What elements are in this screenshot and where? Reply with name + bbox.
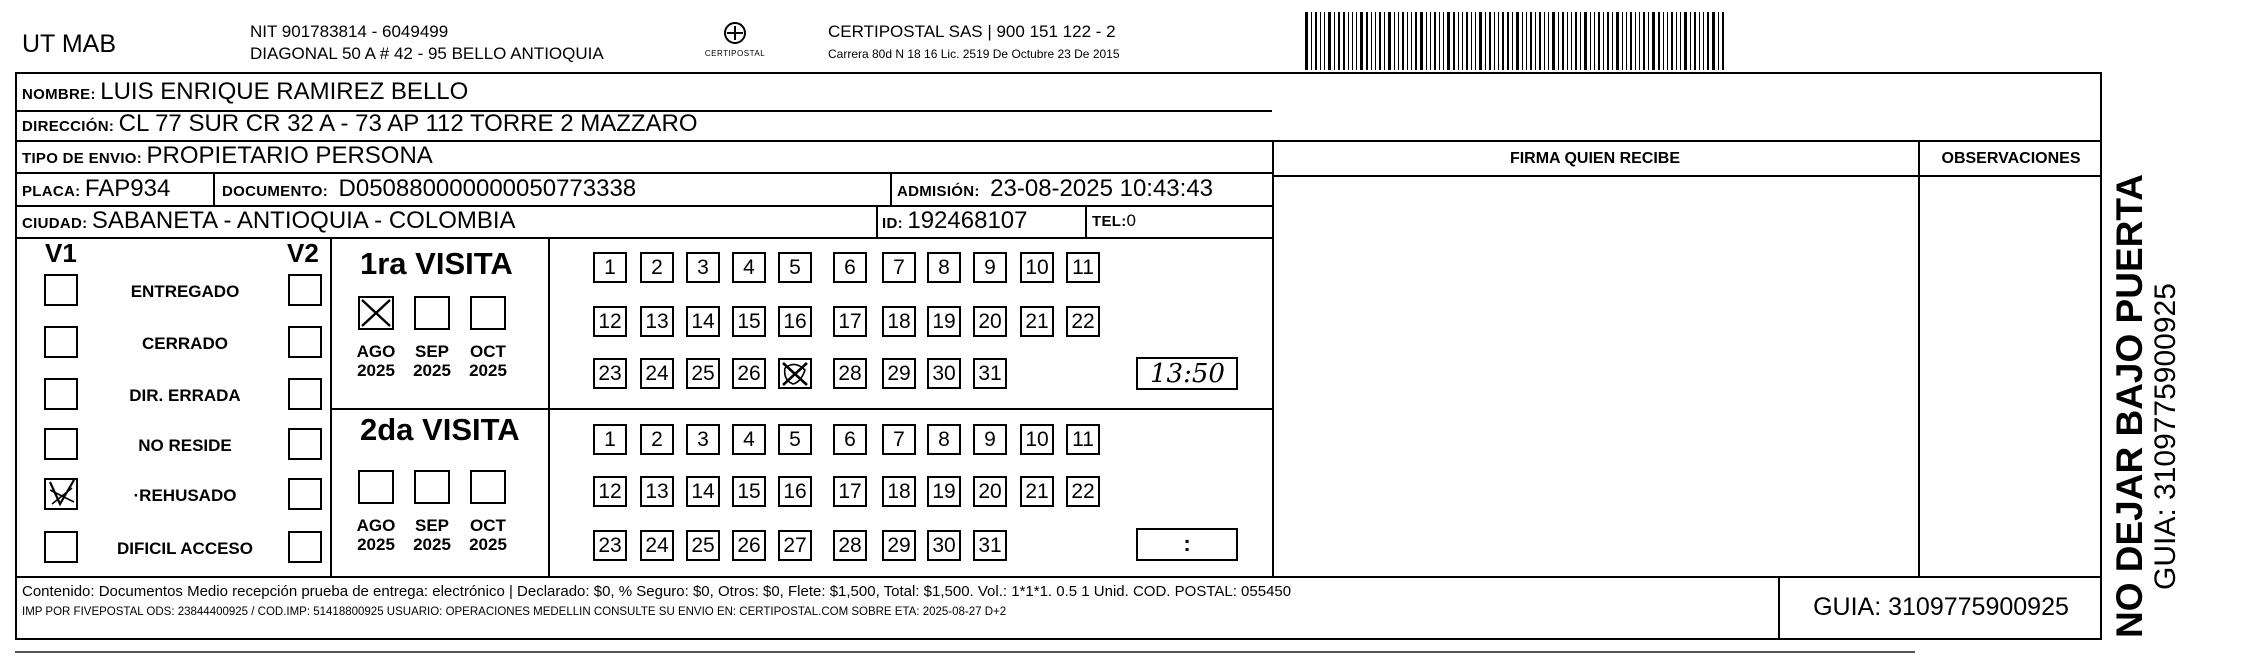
barcode-bar (1434, 12, 1436, 70)
logo-mark-icon (715, 20, 755, 48)
visit2-time-box[interactable] (1136, 528, 1238, 561)
visit1-day-box[interactable]: 18 (882, 306, 916, 337)
visit2-day-box[interactable]: 29 (882, 530, 916, 561)
barcode-bar (1479, 12, 1482, 70)
barcode-bar (1402, 12, 1404, 70)
visit2-day-box[interactable]: 2 (640, 424, 674, 455)
barcode-bar (1502, 12, 1504, 70)
visit2-day-box[interactable]: 26 (732, 530, 766, 561)
status-checkbox-v1[interactable] (44, 326, 78, 358)
visit2-time-placeholder: : (1183, 531, 1191, 556)
barcode-bar (1616, 12, 1619, 70)
row-divider (15, 576, 2102, 578)
visit1-day-box[interactable]: 16 (778, 306, 812, 337)
status-checkbox-v2[interactable] (288, 378, 322, 410)
visit2-day-box[interactable]: 18 (882, 476, 916, 507)
signature-area[interactable] (1274, 177, 1918, 576)
tipo-label: TIPO DE ENVIO: (22, 150, 143, 167)
status-label: ENTREGADO (130, 282, 240, 301)
month-year: 2025 (469, 361, 507, 380)
barcode-bar (1580, 12, 1581, 70)
month-name: AGO (356, 342, 396, 361)
barcode-bar (1544, 12, 1545, 70)
handwritten-check-icon (44, 478, 78, 510)
documento-value: D050880000000050773338 (338, 175, 637, 202)
visit1-month-box[interactable] (470, 296, 506, 330)
barcode-bar (1352, 12, 1353, 70)
barcode-bar (1311, 12, 1312, 70)
barcode-bar (1375, 12, 1376, 70)
visit1-day-box[interactable]: 13 (640, 306, 674, 337)
barcode-bar (1305, 12, 1308, 70)
barcode-bar (1590, 12, 1591, 70)
visit-split (330, 408, 1272, 410)
nombre-row (22, 78, 468, 106)
barcode-bar (1567, 12, 1568, 70)
visit1-day-box[interactable]: 26 (732, 358, 766, 389)
barcode-bar (1338, 12, 1340, 70)
barcode-bar (1360, 12, 1363, 70)
barcode-bar (1447, 12, 1450, 70)
status-checkbox-v2[interactable] (288, 478, 322, 510)
handwritten-x-icon (779, 360, 811, 388)
barcode-bar (1516, 12, 1519, 70)
direccion-label: DIRECCIÓN: (22, 118, 115, 135)
side-warning: NO DEJAR BAJO PUERTA (2109, 174, 2150, 638)
status-checkbox-v2[interactable] (288, 326, 322, 358)
visit1-day-box[interactable]: 24 (640, 358, 674, 389)
visit2-month-box[interactable] (358, 470, 394, 504)
month-year: 2025 (413, 535, 451, 554)
tel-label: TEL: (1092, 213, 1127, 230)
visit2-month-label (458, 516, 518, 554)
barcode-bar (1366, 12, 1368, 70)
sender-address: DIAGONAL 50 A # 42 - 95 BELLO ANTIOQUIA (250, 44, 604, 63)
barcode-bar (1694, 12, 1696, 70)
footer-guia: GUIA: 3109775900925 (1813, 593, 2069, 621)
barcode-bar (1526, 12, 1527, 70)
status-checkbox-v2[interactable] (288, 428, 322, 460)
visit2-month-box[interactable] (414, 470, 450, 504)
barcode-bar (1328, 12, 1331, 70)
id-row (882, 207, 1028, 235)
barcode-bar (1539, 12, 1541, 70)
side-guia: GUIA: 3109775900925 (2149, 283, 2182, 590)
barcode-bar (1379, 12, 1381, 70)
company-name: CERTIPOSTAL SAS | 900 151 122 - 2 (828, 22, 1116, 41)
barcode-bar (1471, 12, 1472, 70)
visit2-day-box[interactable]: 8 (927, 424, 961, 455)
visit2-day-box[interactable]: 4 (732, 424, 766, 455)
month-year: 2025 (357, 535, 395, 554)
company-logo (690, 20, 780, 65)
status-label: ·REHUSADO (133, 486, 237, 505)
admision-row (897, 175, 1213, 203)
visit1-month-label (402, 342, 462, 380)
barcode-bar (1571, 12, 1572, 70)
visit2-month-label (402, 516, 462, 554)
barcode-bar (1388, 12, 1391, 70)
row-divider (15, 172, 1272, 174)
admision-label: ADMISIÓN: (897, 183, 980, 200)
v2-label: V2 (287, 238, 319, 268)
nombre-value: LUIS ENRIQUE RAMIREZ BELLO (100, 78, 469, 105)
barcode-bar (1494, 12, 1495, 70)
firma-header: FIRMA QUIEN RECIBE (1509, 150, 1681, 167)
barcode-bar (1558, 12, 1559, 70)
col-divider (1085, 207, 1087, 237)
month-year: 2025 (469, 535, 507, 554)
visit2-day-box[interactable]: 15 (732, 476, 766, 507)
footer-line1: Contenido: Documentos Medio recepción prueba de entrega: electrónico | Declarado: $0, % Seguro: $0, Otros: $0, Flete: $1,500, Total: $1,500. Vol.: 1*1*1. 0.5 1 Unid. COD. POSTAL: 055450 (22, 583, 1292, 600)
visit2-day-box[interactable]: 30 (927, 530, 961, 561)
month-name: SEP (414, 342, 450, 361)
barcode-bar (1535, 12, 1536, 70)
visit1-day-box[interactable]: 9 (973, 252, 1007, 283)
col-divider (876, 207, 878, 237)
visit2-day-box[interactable]: 24 (640, 530, 674, 561)
visit1-day-box[interactable]: 2 (640, 252, 674, 283)
visit2-day-box[interactable]: 19 (927, 476, 961, 507)
visit1-month-box[interactable] (358, 296, 394, 330)
logo-text: CERTIPOSTAL (704, 49, 766, 58)
visit1-day-box[interactable]: 10 (1020, 252, 1054, 283)
ciudad-row (22, 207, 516, 235)
barcode-bar (1712, 12, 1715, 70)
barcode-bar (1324, 12, 1325, 70)
barcode-bar (1612, 12, 1613, 70)
visit2-day-box[interactable]: 1 (593, 424, 627, 455)
barcode-bar (1707, 12, 1709, 70)
barcode-bar (1371, 12, 1372, 70)
barcode-bar (1594, 12, 1595, 70)
barcode-bar (1680, 12, 1681, 70)
visit1-day-box[interactable]: 11 (1066, 252, 1100, 283)
visit2-day-box[interactable]: 17 (833, 476, 867, 507)
visit2-day-box[interactable]: 3 (686, 424, 720, 455)
barcode-bar (1489, 12, 1491, 70)
barcode-bar (1320, 12, 1321, 70)
status-checkbox-v2[interactable] (288, 531, 322, 563)
barcode-bar (1458, 12, 1459, 70)
barcode-bar (1348, 12, 1349, 70)
month-name: OCT (470, 342, 506, 361)
barcode-bar (1512, 12, 1513, 70)
barcode-bar (1690, 12, 1691, 70)
nombre-label: NOMBRE: (22, 86, 96, 103)
documento-row (222, 175, 636, 203)
visit2-day-box[interactable]: 25 (686, 530, 720, 561)
barcode-bar (1384, 12, 1385, 70)
visit2-day-box[interactable]: 12 (593, 476, 627, 507)
visit2-day-box[interactable]: 5 (778, 424, 812, 455)
barcode-bar (1462, 12, 1463, 70)
col-divider (213, 174, 215, 205)
month-name: AGO (356, 516, 396, 535)
barcode-bar (1676, 12, 1677, 70)
visit1-month-label (458, 342, 518, 380)
barcode-bar (1426, 12, 1427, 70)
barcode-bar (1334, 12, 1335, 70)
barcode-bar (1584, 12, 1587, 70)
barcode-bar (1485, 12, 1486, 70)
status-label: DIFICIL ACCESO (116, 539, 253, 558)
barcode-bar (1530, 12, 1532, 70)
month-year: 2025 (357, 361, 395, 380)
status-checkbox-v1[interactable] (44, 428, 78, 460)
documento-label: DOCUMENTO: (222, 183, 329, 200)
direccion-row (22, 110, 698, 138)
visit1-day-box[interactable]: 5 (778, 252, 812, 283)
barcode-bar (1699, 12, 1700, 70)
status-checkbox-v2[interactable] (288, 274, 322, 306)
visit1-day-box[interactable]: 19 (927, 306, 961, 337)
barcode-bar (1343, 12, 1345, 70)
row-divider (15, 237, 1272, 239)
barcode-bar (1453, 12, 1455, 70)
id-value: 192468107 (907, 207, 1028, 234)
visit2-day-box[interactable]: 28 (833, 530, 867, 561)
status-checkbox-v1[interactable] (44, 378, 78, 410)
barcode-bar (1575, 12, 1577, 70)
barcode-bar (1663, 12, 1664, 70)
visit2-day-box[interactable]: 13 (640, 476, 674, 507)
visit1-title: 1ra VISITA (360, 246, 513, 281)
visit2-day-box[interactable]: 21 (1020, 476, 1054, 507)
barcode-bar (1498, 12, 1499, 70)
barcode-bar (1635, 12, 1636, 70)
barcode-bar (1420, 12, 1423, 70)
visit1-day-box[interactable]: 4 (732, 252, 766, 283)
visit2-day-box[interactable]: 6 (833, 424, 867, 455)
visit2-month-box[interactable] (470, 470, 506, 504)
barcode-bar (1398, 12, 1399, 70)
placa-value: FAP934 (84, 175, 171, 202)
barcode-bar (1552, 12, 1555, 70)
visit1-day-box[interactable]: 28 (833, 358, 867, 389)
barcode-bar (1439, 12, 1440, 70)
visit1-day-box[interactable]: 12 (593, 306, 627, 337)
side-text (2110, 78, 2182, 638)
col-divider (890, 174, 892, 205)
visit2-day-box[interactable]: 31 (973, 530, 1007, 561)
sender-name: UT MAB (22, 30, 116, 58)
status-label: CERRADO (142, 334, 228, 353)
visit1-day-box[interactable]: 15 (732, 306, 766, 337)
visit1-day-box[interactable]: 1 (593, 252, 627, 283)
barcode-bar (1411, 12, 1412, 70)
visit1-day-box[interactable]: 14 (686, 306, 720, 337)
visit2-title: 2da VISITA (360, 412, 520, 447)
barcode-bar (1315, 12, 1317, 70)
visit2-day-box[interactable]: 7 (882, 424, 916, 455)
scan-bottom-line (15, 651, 1915, 653)
barcode-bar (1684, 12, 1687, 70)
direccion-value: CL 77 SUR CR 32 A - 73 AP 112 TORRE 2 MAZZARO (118, 110, 698, 137)
barcode-bar (1630, 12, 1632, 70)
sender-nit: NIT 901783814 - 6049499 (250, 22, 449, 41)
visit2-day-box[interactable]: 14 (686, 476, 720, 507)
barcode-bar (1466, 12, 1468, 70)
visit2-day-box[interactable]: 10 (1020, 424, 1054, 455)
barcode-bar (1475, 12, 1476, 70)
barcode-bar (1722, 12, 1724, 70)
visit1-day-box[interactable]: 30 (927, 358, 961, 389)
visit2-day-box[interactable]: 9 (973, 424, 1007, 455)
barcode-bar (1356, 12, 1357, 70)
barcode-bar (1407, 12, 1408, 70)
visit2-day-box[interactable]: 27 (778, 530, 812, 561)
status-label: NO RESIDE (138, 436, 232, 455)
barcode-bar (1548, 12, 1549, 70)
barcode-bar (1443, 12, 1444, 70)
barcode-bar (1622, 12, 1623, 70)
tipo-row (22, 142, 433, 170)
visit1-day-box[interactable]: 23 (593, 358, 627, 389)
observaciones-header: OBSERVACIONES (1941, 150, 2081, 167)
visit2-day-box[interactable]: 23 (593, 530, 627, 561)
tipo-value: PROPIETARIO PERSONA (146, 142, 433, 169)
tel-value: 0 (1126, 211, 1137, 230)
ciudad-label: CIUDAD: (22, 215, 88, 232)
status-label: DIR. ERRADA (129, 386, 241, 405)
barcode-bar (1703, 12, 1704, 70)
status-checkbox-v1[interactable] (44, 274, 78, 306)
status-checkbox-v1[interactable] (44, 531, 78, 563)
visit1-day-box[interactable] (778, 358, 812, 389)
tel-row (1092, 211, 1136, 231)
visit-divider (548, 237, 550, 576)
barcode-bar (1394, 12, 1395, 70)
barcode-bar (1562, 12, 1564, 70)
month-name: OCT (470, 516, 506, 535)
barcode-bar (1603, 12, 1604, 70)
status-divider (330, 237, 332, 576)
visit1-time-box[interactable] (1136, 357, 1238, 390)
barcode-bar (1522, 12, 1523, 70)
footer-line2: IMP POR FIVEPOSTAL ODS: 23844400925 / COD.IMP: 51418800925 USUARIO: OPERACIONES MEDELLIN CONSULTE SU ENVIO EN: CERTIPOSTAL.COM SOBRE ETA: 2025-08-27 D+2 (22, 606, 1007, 618)
id-label: ID: (882, 215, 903, 232)
barcode-bar (1607, 12, 1609, 70)
visit2-day-box[interactable]: 11 (1066, 424, 1100, 455)
visit1-day-box[interactable]: 20 (973, 306, 1007, 337)
placa-label: PLACA: (22, 183, 81, 200)
barcode-bar (1430, 12, 1431, 70)
barcode-bar (1648, 12, 1649, 70)
visit2-day-box[interactable]: 20 (973, 476, 1007, 507)
admision-value: 23-08-2025 10:43:43 (990, 175, 1214, 202)
visit1-day-box[interactable]: 22 (1066, 306, 1100, 337)
barcode-bar (1643, 12, 1645, 70)
barcode-bar (1507, 12, 1509, 70)
v1-label: V1 (45, 238, 77, 268)
barcode-bar (1671, 12, 1673, 70)
handwritten-x-icon (358, 296, 394, 330)
barcode-bar (1658, 12, 1660, 70)
visit2-day-box[interactable]: 16 (778, 476, 812, 507)
placa-row (22, 175, 170, 203)
ciudad-value: SABANETA - ANTIOQUIA - COLOMBIA (91, 207, 516, 234)
observaciones-area[interactable] (1920, 177, 2102, 576)
month-year: 2025 (413, 361, 451, 380)
visit1-day-box[interactable]: 25 (686, 358, 720, 389)
visit2-day-box[interactable]: 22 (1066, 476, 1100, 507)
visit1-day-box[interactable]: 29 (882, 358, 916, 389)
barcode-bar (1415, 12, 1417, 70)
visit1-time-handwritten: 13:50 (1150, 359, 1225, 389)
visit1-day-box[interactable]: 8 (927, 252, 961, 283)
barcode-bar (1652, 12, 1655, 70)
visit1-day-box[interactable]: 6 (833, 252, 867, 283)
barcode-bar (1718, 12, 1719, 70)
barcode (1305, 12, 1905, 70)
barcode-bar (1667, 12, 1668, 70)
visit1-day-box[interactable]: 17 (833, 306, 867, 337)
visit1-day-box[interactable]: 3 (686, 252, 720, 283)
visit1-day-box[interactable]: 21 (1020, 306, 1054, 337)
visit1-month-box[interactable] (414, 296, 450, 330)
month-name: SEP (414, 516, 450, 535)
company-license: Carrera 80d N 18 16 Lic. 2519 De Octubre 23 De 2015 (828, 47, 1120, 61)
visit1-day-box[interactable]: 31 (973, 358, 1007, 389)
barcode-bar (1639, 12, 1640, 70)
visit1-day-box[interactable]: 7 (882, 252, 916, 283)
barcode-bar (1626, 12, 1627, 70)
visit1-month-label (346, 342, 406, 380)
barcode-bar (1598, 12, 1600, 70)
visit2-month-label (346, 516, 406, 554)
status-checkbox-v1[interactable] (44, 478, 78, 510)
